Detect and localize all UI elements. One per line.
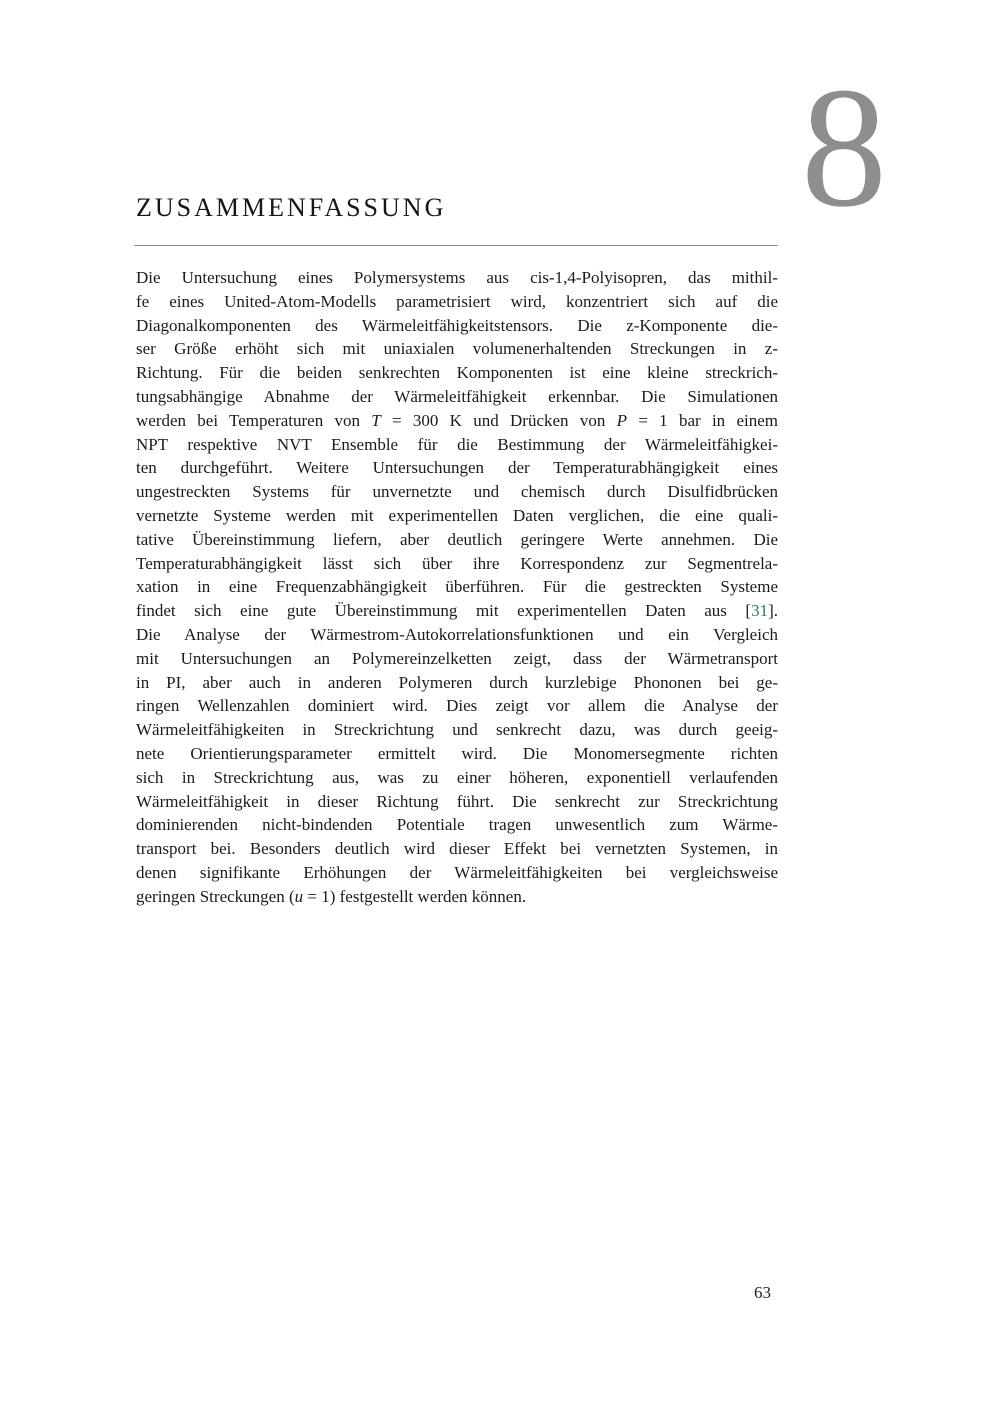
text-line	[136, 623, 778, 647]
math-symbol: P	[616, 410, 628, 430]
text-line	[136, 861, 778, 885]
text-line	[136, 456, 778, 480]
text-segment: vernetzte Systeme werden mit experimentellen Daten verglichen, die eine quali-	[136, 505, 778, 525]
text-line	[136, 599, 778, 623]
text-segment: dominierenden nicht-bindenden Potentiale tragen unwesentlich zum Wärme-	[136, 815, 778, 835]
text-segment: = 1 bar in einem	[627, 410, 779, 430]
text-segment: tungsabhängige Abnahme der Wärmeleitfähigkeit erkennbar. Die Simulationen	[136, 386, 778, 406]
text-segment: Richtung. Für die beiden senkrechten Komponenten ist eine kleine streckrich-	[136, 363, 778, 383]
text-segment: fe eines United-Atom-Modells parametrisiert wird, konzentriert sich auf die	[136, 291, 778, 311]
chapter-number: 8	[801, 53, 887, 243]
summary-paragraph	[136, 266, 778, 909]
text-segment: mit Untersuchungen an Polymereinzelketten zeigt, dass der Wärmetransport	[136, 648, 778, 668]
text-segment: Die Analyse der Wärmestrom-Autokorrelationsfunktionen und ein Vergleich	[136, 624, 778, 644]
text-segment: tative Übereinstimmung liefern, aber deutlich geringere Werte annehmen. Die	[136, 529, 778, 549]
text-segment: Wärmeleitfähigkeiten in Streckrichtung und senkrecht dazu, was durch geeig-	[136, 720, 778, 740]
text-line	[136, 885, 778, 909]
text-line	[136, 647, 778, 671]
text-segment: ungestreckten Systems für unvernetzte und chemisch durch Disulfidbrücken	[136, 482, 778, 502]
text-segment: ser Größe erhöht sich mit uniaxialen volumenerhaltenden Streckungen in z-	[136, 339, 778, 359]
text-segment: in PI, aber auch in anderen Polymeren durch kurzlebige Phononen bei ge-	[136, 672, 778, 692]
text-segment: Diagonalkomponenten des Wärmeleitfähigkeitstensors. Die z-Komponente die-	[136, 315, 778, 335]
text-line	[136, 266, 778, 290]
text-line	[136, 766, 778, 790]
text-line	[136, 528, 778, 552]
text-segment: = 1) festgestellt werden können.	[303, 886, 527, 906]
text-segment: Die Untersuchung eines Polymersystems aus cis-1,4-Polyisopren, das mithil-	[136, 268, 778, 287]
text-line	[136, 504, 778, 528]
text-line	[136, 694, 778, 718]
text-line	[136, 552, 778, 576]
text-line	[136, 671, 778, 695]
page-number: 63	[754, 1283, 771, 1302]
text-line	[136, 290, 778, 314]
text-segment: ten durchgeführt. Weitere Untersuchungen der Temperaturabhängigkeit eines	[136, 458, 778, 478]
text-line	[136, 480, 778, 504]
text-segment: xation in eine Frequenzabhängigkeit überführen. Für die gestreckten Systeme	[136, 577, 778, 597]
chapter-title: ZUSAMMENFASSUNG	[136, 193, 447, 222]
text-line	[136, 837, 778, 861]
text-segment: ringen Wellenzahlen dominiert wird. Dies zeigt vor allem die Analyse der	[136, 696, 778, 716]
text-line	[136, 718, 778, 742]
text-line	[136, 433, 778, 457]
text-segment: denen signifikante Erhöhungen der Wärmeleitfähigkeiten bei vergleichsweise	[136, 862, 778, 882]
math-symbol: u	[294, 886, 304, 906]
text-line	[136, 314, 778, 338]
text-segment: findet sich eine gute Übereinstimmung mit experimentellen Daten aus [	[136, 601, 752, 621]
text-segment: = 300 K und Drücken von	[380, 410, 617, 430]
text-line	[136, 575, 778, 599]
text-line	[136, 790, 778, 814]
text-line	[136, 813, 778, 837]
text-segment: geringen Streckungen (	[136, 886, 295, 906]
text-segment: werden bei Temperaturen von	[136, 410, 372, 430]
text-segment: transport bei. Besonders deutlich wird dieser Effekt bei vernetzten Systemen, in	[136, 839, 778, 859]
text-line	[136, 409, 778, 433]
text-segment: NPT respektive NVT Ensemble für die Bestimmung der Wärmeleitfähigkei-	[136, 434, 778, 454]
text-line	[136, 361, 778, 385]
citation-link[interactable]: 31	[751, 601, 769, 621]
math-symbol: T	[371, 410, 381, 430]
text-line	[136, 337, 778, 361]
text-segment: sich in Streckrichtung aus, was zu einer höheren, exponentiell verlaufenden	[136, 767, 778, 787]
text-segment: Temperaturabhängigkeit lässt sich über ihre Korrespondenz zur Segmentrela-	[136, 553, 778, 573]
text-segment: Wärmeleitfähigkeit in dieser Richtung führt. Die senkrecht zur Streckrichtung	[136, 791, 778, 811]
text-line	[136, 742, 778, 766]
text-line	[136, 385, 778, 409]
text-segment: ].	[768, 601, 778, 621]
title-rule	[134, 245, 778, 246]
text-segment: nete Orientierungsparameter ermittelt wird. Die Monomersegmente richten	[136, 743, 778, 763]
